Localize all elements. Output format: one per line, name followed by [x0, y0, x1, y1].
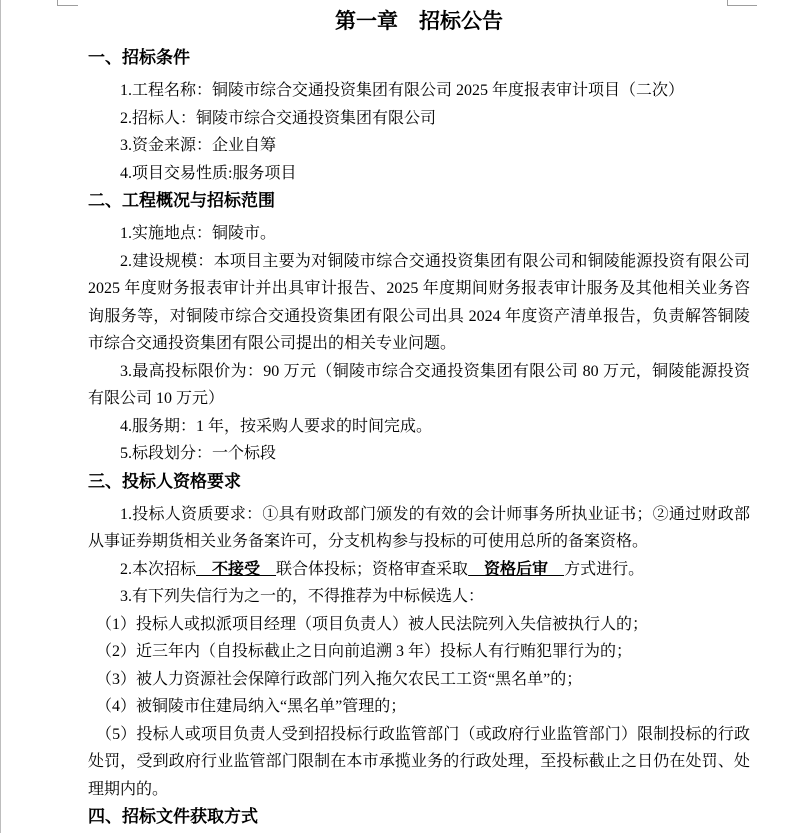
section-3-heading: 三、投标人资格要求 — [88, 471, 241, 491]
chapter-title: 第一章 招标公告 — [335, 9, 503, 33]
paragraph-dishonesty-3: （3）被人力资源社会保障行政部门列入拖欠农民工工资“黑名单”的； — [96, 670, 583, 688]
paragraph-consortium-rule — [88, 556, 750, 584]
consortium-rule-post: 方式进行。 — [564, 560, 645, 578]
paragraph-service-period: 4.服务期：1 年，按采购人要求的时间完成。 — [120, 417, 433, 435]
paragraph-project-name: 1.工程名称：铜陵市综合交通投资集团有限公司 2025 年度报表审计项目（二次） — [120, 82, 685, 99]
paragraph-tenderer: 2.招标人：铜陵市综合交通投资集团有限公司 — [120, 109, 437, 127]
paragraph-transaction-type: 4.项目交易性质:服务项目 — [120, 164, 297, 182]
section-2-heading: 二、工程概况与招标范围 — [88, 191, 275, 210]
document-content — [88, 6, 750, 833]
paragraph-funding-source: 3.资金来源：企业自筹 — [120, 137, 277, 154]
paragraph-dishonesty-intro: 3.有下列失信行为之一的，不得推荐为中标候选人： — [120, 588, 485, 605]
paragraph-qualification-requirements: 1.投标人资质要求：①具有财政部门颁发的有效的会计师事务所执业证书；②通过财政部从事证券期货相关业务备案许可，分支机构参与投标的可使用总所的备案资格。 — [88, 505, 750, 550]
paragraph-dishonesty-4: （4）被铜陵市住建局纳入“黑名单”管理的； — [96, 698, 407, 715]
section-1-heading: 一、招标条件 — [88, 48, 190, 67]
paragraph-project-scale: 2.建设规模：本项目主要为对铜陵市综合交通投资集团有限公司和铜陵能源投资有限公司 2025 年度财务报表审计并出具审计报告、2025 年度期间财务报表审计服务及其他相关业务咨询服务等，对铜陵市综合交通投资集团有限公司出具 2024 年度资产清单报告，负责解答铜陵市综合交通投资集团有限公司提出的相关专业问题。 — [88, 252, 750, 352]
paragraph-lot-division: 5.标段划分：一个标段 — [120, 445, 277, 462]
paragraph-price-limit: 3.最高投标限价为：90 万元（铜陵市综合交通投资集团有限公司 80 万元，铜陵能源投资有限公司 10 万元） — [88, 362, 750, 407]
margin-crop-mark-left — [57, 0, 78, 6]
paragraph-dishonesty-5: （5）投标人或项目负责人受到招投标行政监管部门（或政府行业监管部门）限制投标的行政处罚，受到政府行业监管部门限制在本市承揽业务的行政处理，至投标截止之日仍在处罚、处理期内的。 — [88, 725, 750, 798]
section-4-heading: 四、招标文件获取方式 — [88, 807, 258, 826]
not-accepted-underlined: 不接受 — [196, 560, 277, 578]
paragraph-dishonesty-1: （1）投标人或拟派项目经理（项目负责人）被人民法院列入失信被执行人的； — [96, 615, 649, 633]
consortium-rule-mid: 联合体投标；资格审查采取 — [276, 560, 469, 578]
paragraph-location: 1.实施地点：铜陵市。 — [120, 225, 277, 242]
paragraph-dishonesty-2: （2）近三年内（自投标截止之日向前追溯 3 年）投标人有行贿犯罪行为的； — [96, 643, 633, 660]
page-left-edge — [0, 0, 1, 833]
consortium-rule-pre: 2.本次招标 — [120, 560, 197, 578]
post-qualification-underlined: 资格后审 — [468, 560, 565, 578]
